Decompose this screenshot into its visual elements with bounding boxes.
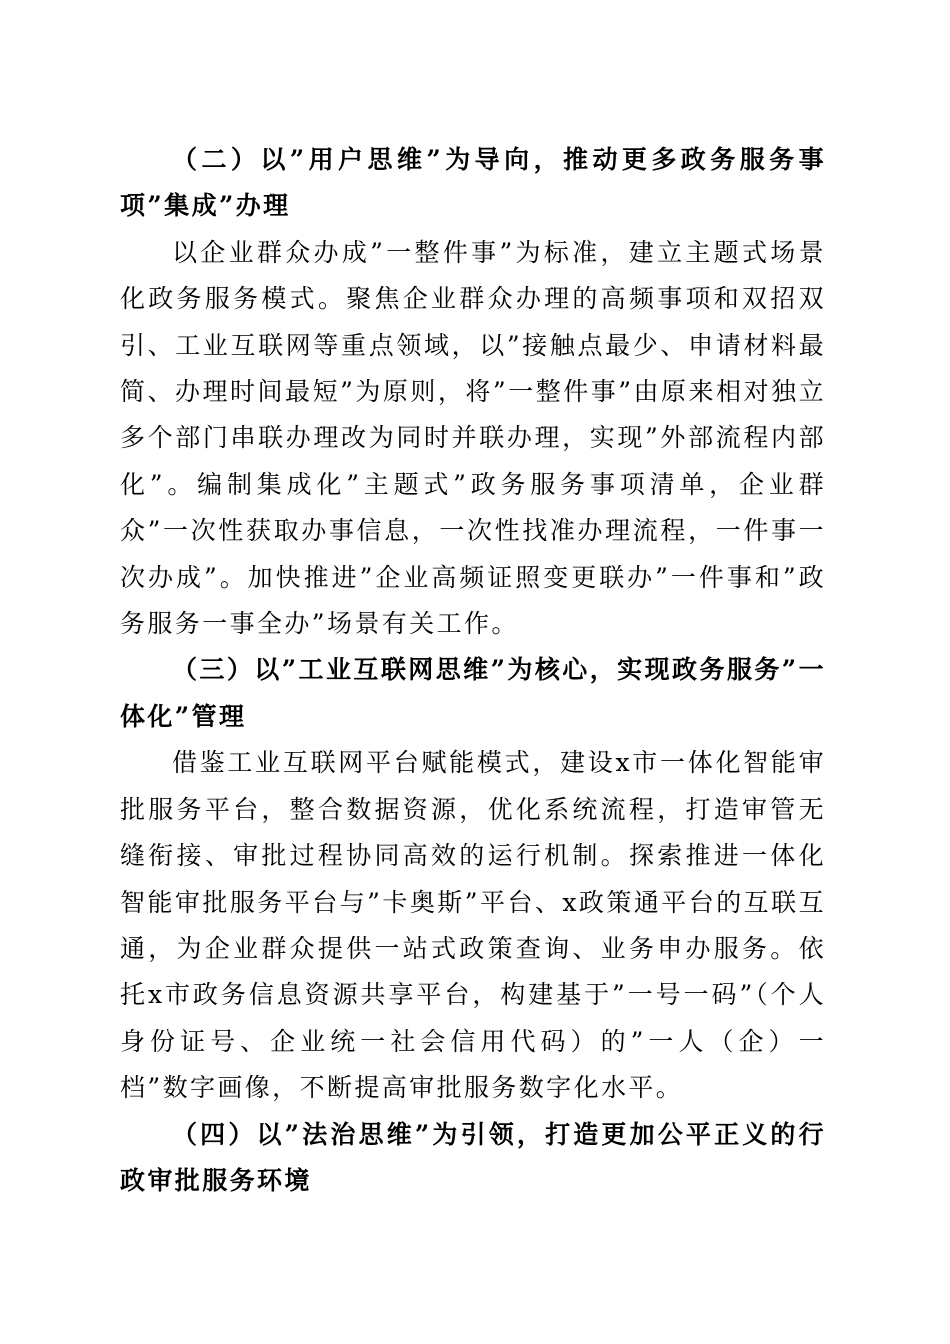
section-heading-3: （三）以”工业互联网思维”为核心，实现政务服务”一体化”管理: [120, 655, 826, 731]
section-heading-4: （四）以”法治思维”为引领，打造更加公平正义的行政审批服务环境: [120, 1119, 826, 1195]
body-paragraph-2: 以企业群众办成”一整件事”为标准，建立主题式场景化政务服务模式。聚焦企业群众办理的高频事项和双招双引、工业互联网等重点领域，以”接触点最少、申请材料最简、办理时间最短”为原则，将”一整件事”由原来相对独立多个部门串联办理改为同时并联办理，实现”外部流程内部化”。编制集成化”主题式”政务服务事项清单，企业群众”一次性获取办事信息，一次性找准办理流程，一件事一次办成”。加快推进”企业高频证照变更联办”一件事和”政务服务一事全办”场景有关工作。: [120, 237, 826, 639]
section-heading-2: （二）以”用户思维”为导向，推动更多政务服务事项”集成”办理: [120, 145, 826, 221]
document-body: [120, 137, 826, 1204]
body-paragraph-3: 借鉴工业互联网平台赋能模式，建设x市一体化智能审批服务平台，整合数据资源，优化系统流程，打造审管无缝衔接、审批过程协同高效的运行机制。探索推进一体化智能审批服务平台与”卡奥斯”平台、x政策通平台的互联互通，为企业群众提供一站式政策查询、业务申办服务。依托x市政务信息资源共享平台，构建基于”一号一码”（个人身份证号、企业统一社会信用代码）的”一人（企）一档”数字画像，不断提高审批服务数字化水平。: [120, 748, 826, 1103]
